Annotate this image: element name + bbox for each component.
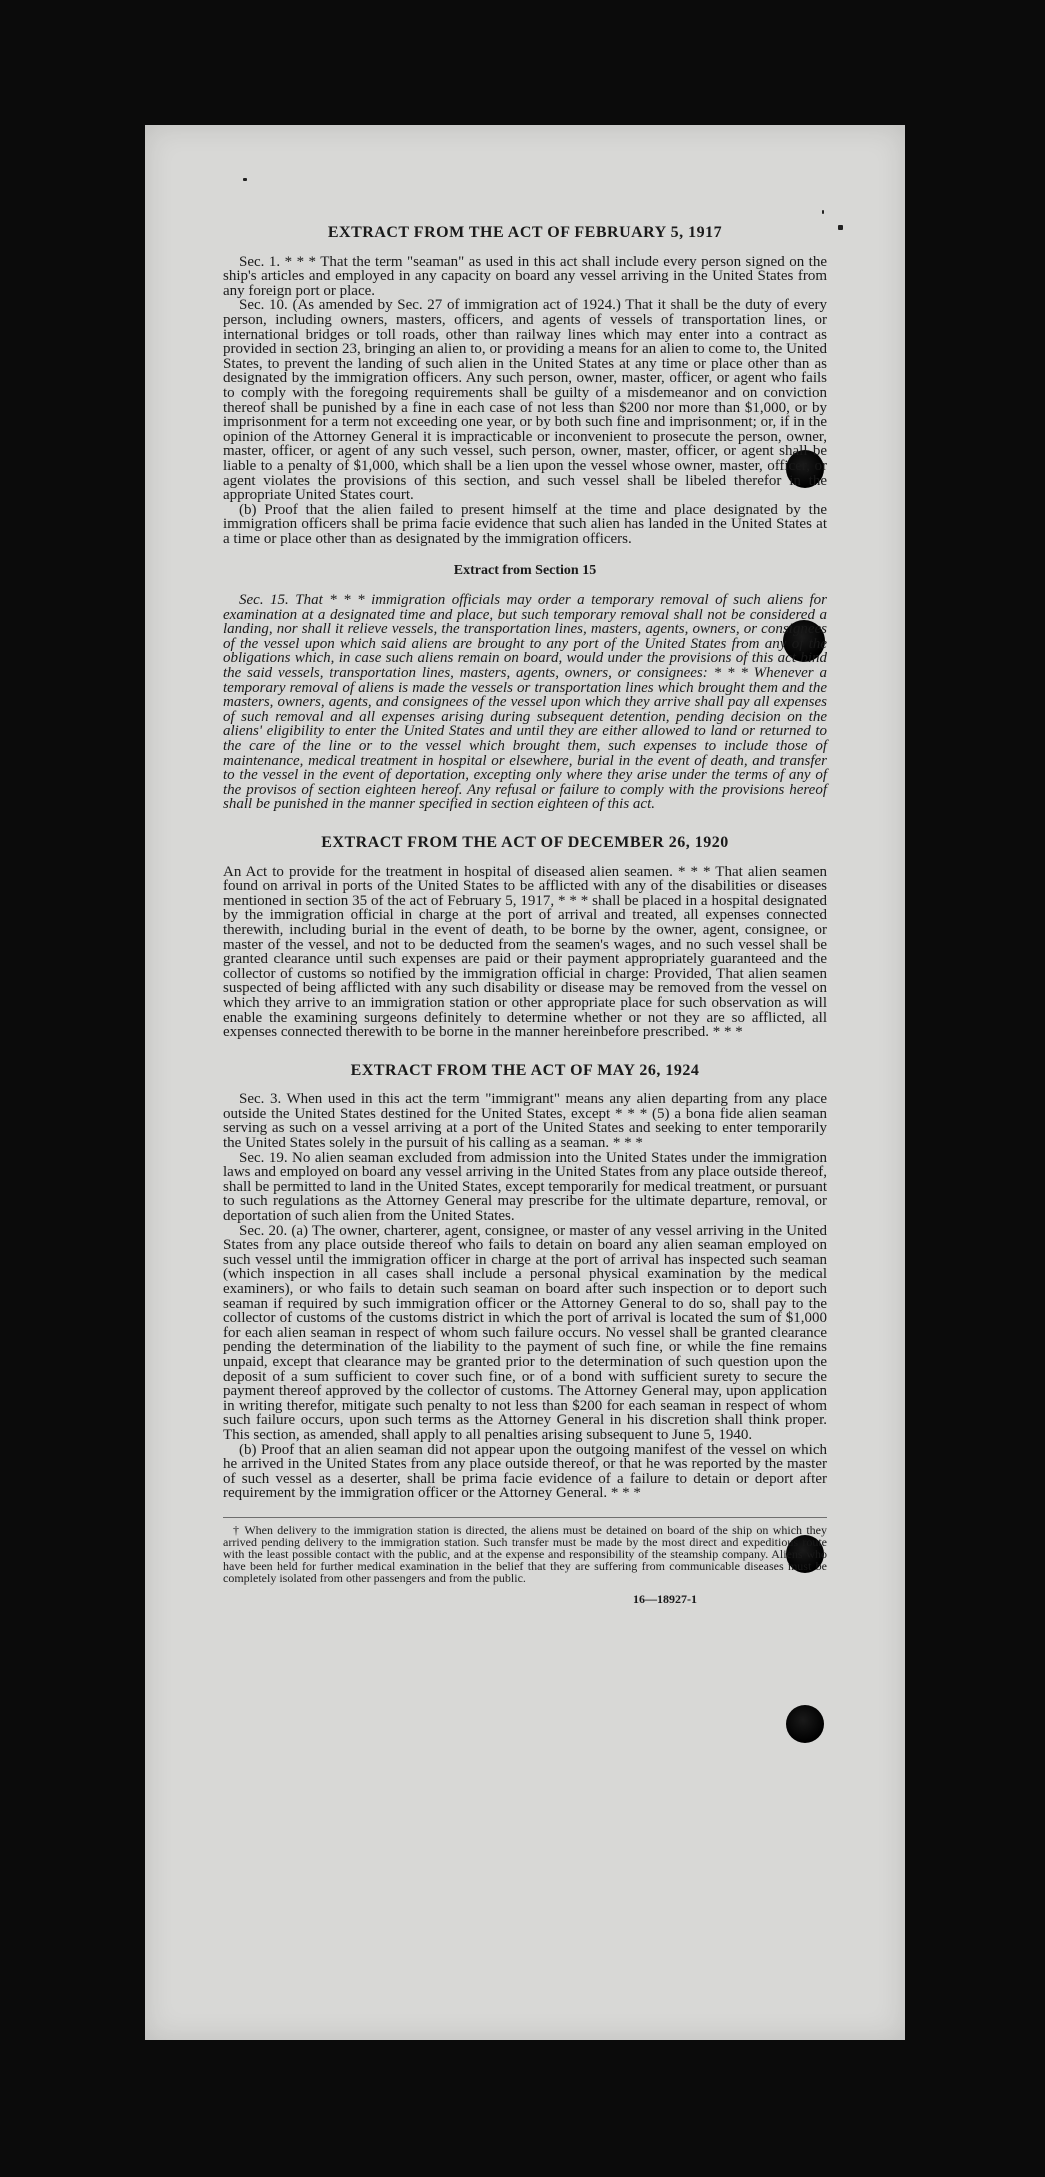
paragraph: (b) Proof that the alien failed to present himself at the time and place designated by the immigration officers shall be prima facie evidence that such alien has landed in the United States at a time or place other than as designated by the immigration officers. <box>223 501 827 547</box>
section-heading: EXTRACT FROM THE ACT OF DECEMBER 26, 1920 <box>321 833 729 851</box>
document-page <box>145 125 905 2040</box>
paragraph: Sec. 19. No alien seaman excluded from admission into the United States under the immigration laws and employed on board any vessel arriving in the United States from any place outside thereof, shall be permitted to land in the United States, except temporarily for medical treatment, or pursuant to such regulations as the Attorney General may prescribe for the ultimate departure, removal, or deportation of such alien from the United States. <box>223 1149 827 1225</box>
section-heading: EXTRACT FROM THE ACT OF FEBRUARY 5, 1917 <box>327 224 723 241</box>
paragraph: (b) Proof that an alien seaman did not appear upon the outgoing manifest of the vessel on which he arrived in the United States from any place outside thereof, or that he was reported by the master of such vessel as a deserter, shall be prima facie evidence of a failure to detain or deport after requirement by the immigration officer or the Attorney General. * * * <box>223 1441 827 1502</box>
footnote-text: † When delivery to the immigration station is directed, the aliens must be detained on board of the ship on which they arrived pending delivery to the immigration station. Such transfer must be made by the most direct and expeditious route with the least possible contact with the public, and at the expense and responsibility of the steamship company. Aliens who have been held for further medical examination in the belief that they are suffering from communicable diseases must be completely isolated from other passengers and from the public. <box>223 1522 827 1585</box>
section-heading: EXTRACT FROM THE ACT OF MAY 26, 1924 <box>350 1061 700 1079</box>
paragraph: Sec. 3. When used in this act the term "immigrant" means any alien departing from any place outside the United States destined for the United States, except * * * (5) a bona fide alien seaman serving as such on a vessel arriving at a port of the United States and seeking to enter temporarily the United States solely in the pursuit of his calling as a seaman. * * * <box>223 1091 827 1152</box>
dust-speck <box>838 225 843 230</box>
paragraph: An Act to provide for the treatment in hospital of diseased alien seamen. * * * That alien seamen found on arrival in ports of the United States to be afflicted with any of the disabilities or diseases mentioned in section 35 of the act of February 5, 1917, * * * shall be placed in a hospital designated by the immigration official in charge at the port of arrival and treated, all expenses connected therewith, including burial in the event of death, to be borne by the owner, agent, consignee, or master of the vessel, and not to be deducted from the seamen's wages, and no such vessel shall be granted clearance until such expenses are paid or their payment appropriately guaranteed and the collector of customs so notified by the immigration official in charge: Provided, That alien seamen suspected of being afflicted with any such disability or disease may be removed from the vessel on which they arrive to an immigration station or other appropriate place for such observation as will enable the examining surgeons definitely to determine whether or not they are so afflicted, all expenses connected therewith to be borne in the manner hereinbefore prescribed. * * * <box>223 863 827 1041</box>
paragraph: Sec. 1. * * * That the term "seaman" as used in this act shall include every person signed on the ship's articles and employed in any capacity on board any vessel arriving in the United States from any foreign port or place. <box>223 253 827 299</box>
document-body <box>223 220 827 1607</box>
dust-speck <box>243 178 247 181</box>
footnote <box>223 1517 827 1584</box>
dust-speck <box>822 210 824 214</box>
paragraph: Sec. 20. (a) The owner, charterer, agent, consignee, or master of any vessel arriving in the United States from any place outside thereof who fails to detain on board any alien seaman employed on such vessel until the immigration officer in charge at the port of arrival has inspected such seaman (which inspection in all cases shall include a personal physical examination by the medical examiners), or who fails to detain such seaman on board after such inspection or to deport such seaman if required by such immigration officer or the Attorney General to do so, shall pay to the collector of customs of the customs district in which the port of arrival is located the sum of $1,000 for each alien seaman in respect of whom such failure occurs. No vessel shall be granted clearance pending the determination of the liability to the payment of such fine, or while the fine remains unpaid, except that clearance may be granted prior to the determination of such question upon the deposit of a sum sufficient to cover such fine, or of a bond with sufficient surety to secure the payment thereof approved by the collector of customs. The Attorney General may, upon application in writing therefor, mitigate such penalty to not less than $200 for each seaman in respect of whom such failure occurs, upon such terms as the Attorney General in his discretion shall think proper. This section, as amended, shall apply to all penalties arising subsequent to June 5, 1940. <box>223 1222 827 1443</box>
paragraph: Sec. 15. That * * * immigration officials may order a temporary removal of such aliens for examination at a designated time and place, but such temporary removal shall not be considered a landing, nor shall it relieve vessels, the transportation lines, masters, agents, owners, or consignees of the vessel upon which said aliens are brought to any port of the United States from any of the obligations which, in case such aliens remain on board, would under the provisions of this act bind the said vessels, transportation lines, masters, agents, owners, or consignees: * * * Whenever a temporary removal of aliens is made the vessels or transportation lines which brought them and the masters, owners, agents, and consignees of the vessel upon which they arrive shall pay all expenses of such removal and all expenses arising during subsequent detention, pending decision on the aliens' eligibility to enter the United States and until they are either allowed to land or returned to the care of the line or to the vessel which brought them, such expenses to include those of maintenance, medical treatment in hospital or elsewhere, burial in the event of death, and transfer to the vessel in the event of deportation, excepting only where they arise under the terms of any of the provisos of section eighteen hereof. Any refusal or failure to comply with the provisions hereof shall be punished in the manner specified in section eighteen of this act. <box>223 592 827 813</box>
paragraph: Sec. 10. (As amended by Sec. 27 of immigration act of 1924.) That it shall be the duty of every person, including owners, masters, officers, and agents of vessels of transportation lines, or international bridges or toll roads, other than railway lines which may enter into a contract as provided in section 23, bringing an alien to, or providing a means for an alien to come to, the United States, to prevent the landing of such alien in the United States at any time or place other than as designated by the immigration officers. Any such person, owner, master, officer, or agent who fails to comply with the foregoing requirements shall be guilty of a misdemeanor and on conviction thereof shall be punished by a fine in each case of not less than $200 nor more than $1,000, or by imprisonment for a term not exceeding one year, or by both such fine and imprisonment; or, if in the opinion of the Attorney General it is impracticable or inconvenient to prosecute the person, owner, master, officer, or agent of any such vessel, such person, owner, master, officer, or agent shall be liable to a penalty of $1,000, which shall be a lien upon the vessel whose owner, master, officer, or agent violates the provisions of this section, and such vessel shall be libeled therefor in the appropriate United States court. <box>223 297 827 504</box>
form-number: 16—18927-1 <box>633 1591 697 1606</box>
section-subheading: Extract from Section 15 <box>453 563 597 579</box>
punch-hole <box>786 1705 824 1743</box>
